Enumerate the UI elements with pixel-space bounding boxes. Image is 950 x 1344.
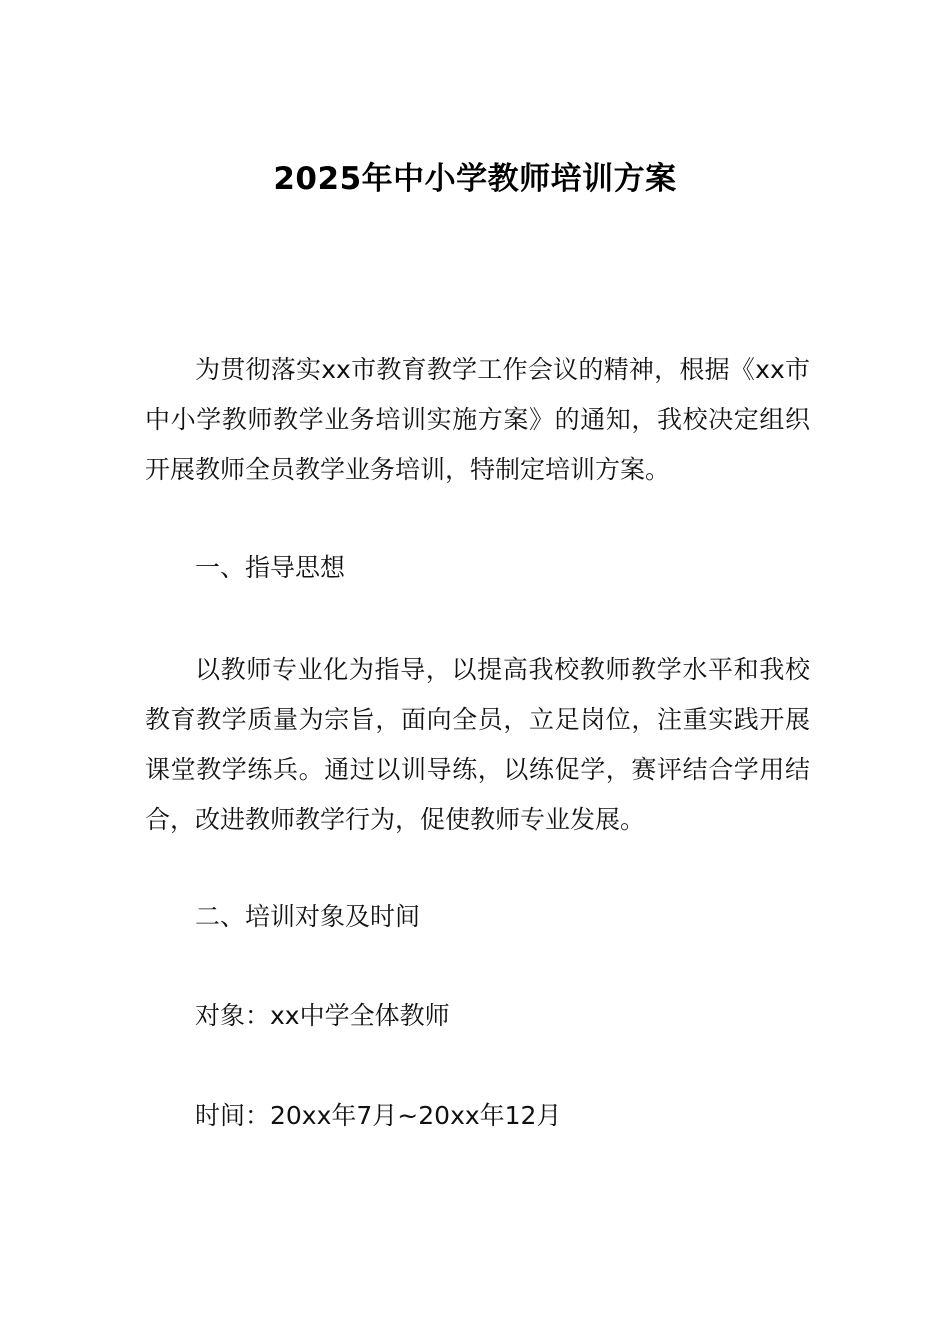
section2-heading: 二、培训对象及时间 [195,902,421,931]
training-target-line [145,991,810,1041]
section2-target: 对象：xx中学全体教师 [195,1001,450,1030]
section2-time: 时间：20xx年7月~20xx年12月 [195,1101,562,1130]
document-title: 2025年中小学教师培训方案 [273,161,677,197]
guiding-ideology-paragraph [145,645,810,845]
intro-text: 为贯彻落实xx市教育教学工作会议的精神，根据《xx市中小学教师教学业务培训实施方案》的通知，我校决定组织开展教师全员教学业务培训，特制定培训方案。 [145,355,810,484]
section-heading-training-target-time [145,892,810,942]
section1-heading: 一、指导思想 [195,553,346,582]
section1-body: 以教师专业化为指导，以提高我校教师教学水平和我校教育教学质量为宗旨，面向全员，立足岗位，注重实践开展课堂教学练兵。通过以训导练，以练促学，赛评结合学用结合，改进教师教学行为，促使教师专业发展。 [145,655,810,834]
section-heading-guiding-ideology [145,543,810,593]
training-time-line [145,1091,810,1141]
intro-paragraph [145,345,810,495]
